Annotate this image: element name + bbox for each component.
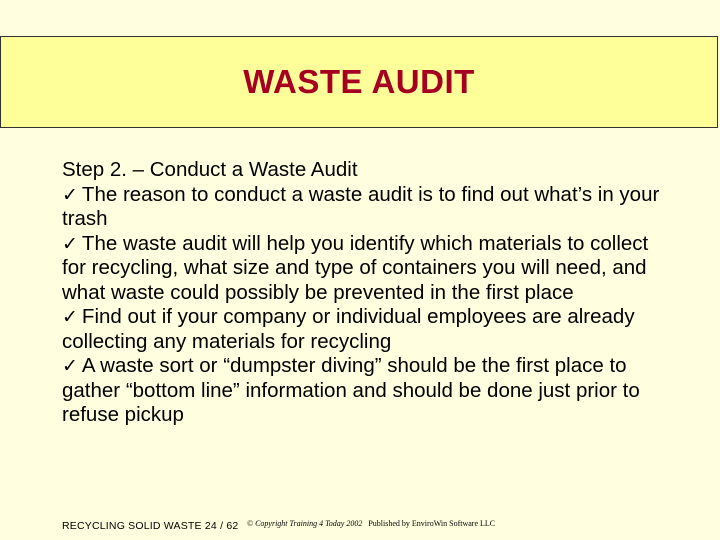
bullet-text: The waste audit will help you identify which materials to collect for recycling, what size and type of containers you will need, and what waste could possibly be prevented in the first place xyxy=(62,231,649,304)
check-icon: ✓ xyxy=(62,355,78,377)
bullet-text: The reason to conduct a waste audit is to find out what’s in your trash xyxy=(62,182,660,230)
slide-footer xyxy=(62,518,712,534)
bullet-item xyxy=(62,305,662,354)
bullet-text: A waste sort or “dumpster diving” should be the first place to gather “bottom line” information and should be done just prior to refuse pickup xyxy=(62,354,640,426)
bullet-item xyxy=(62,232,662,306)
bullet-item xyxy=(62,354,662,428)
footer-credits xyxy=(247,519,495,528)
check-icon: ✓ xyxy=(62,232,78,255)
check-icon: ✓ xyxy=(62,306,78,328)
footer-publisher: Published by EnviroWin Software LLC xyxy=(368,519,496,528)
footer-course-name: RECYCLING SOLID WASTE xyxy=(62,520,202,532)
bullet-text: Find out if your company or individual employees are already collecting any materials for recycling xyxy=(62,305,635,353)
bullet-item xyxy=(62,183,662,232)
check-icon: ✓ xyxy=(62,183,78,206)
footer-page-number: 24 / 62 xyxy=(204,520,239,532)
footer-course-info xyxy=(62,520,238,532)
step-heading: Step 2. – Conduct a Waste Audit xyxy=(62,158,358,181)
slide-title: WASTE AUDIT xyxy=(243,63,475,100)
title-banner xyxy=(0,36,718,128)
slide-body xyxy=(62,158,662,428)
footer-copyright: © Copyright Training 4 Today 2002 xyxy=(247,519,363,528)
